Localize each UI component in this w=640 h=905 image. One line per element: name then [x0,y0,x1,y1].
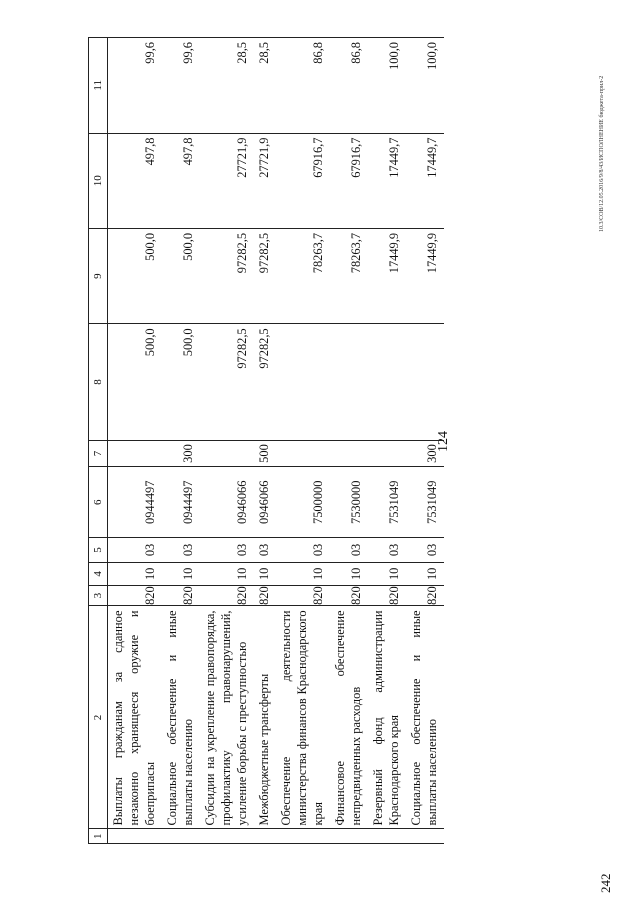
ministry-code-cell: 820 [330,585,368,606]
amount-cell [276,324,330,440]
amount-cell: 67916,7 [276,133,330,228]
table-header [89,38,108,844]
amount-cell: 97282,5 [200,324,254,440]
column-header: 6 [89,467,108,538]
ministry-code-cell: 820 [108,585,163,606]
percent-cell: 99,6 [108,38,163,134]
section-code-cell: 10 [162,562,200,585]
subsection-code-cell: 03 [108,538,163,563]
amount-cell: 97282,5 [254,228,276,323]
ministry-code-cell: 820 [200,585,254,606]
ministry-code-cell: 820 [254,585,276,606]
column-header: 5 [89,538,108,563]
budget-table-container [88,37,558,844]
amount-cell: 500,0 [162,228,200,323]
amount-cell: 97282,5 [200,228,254,323]
subsection-code-cell: 03 [200,538,254,563]
footer-file-path: 10.3/СОВ/12.05.2016/9/8/43/ИСПОЛНЕНИЕ бюджета-прил-2 [599,75,605,232]
section-code-cell: 10 [108,562,163,585]
expense-type-cell [330,440,368,467]
column-header: 8 [89,324,108,440]
column-header: 10 [89,133,108,228]
target-article-cell: 7531049 [368,467,406,538]
subsection-code-cell: 03 [162,538,200,563]
amount-cell: 97282,5 [254,324,276,440]
target-article-cell: 7500000 [276,467,330,538]
table-row [200,38,254,844]
target-article-cell: 0946066 [254,467,276,538]
expense-name-cell: Выплаты гражданам за сданное незаконно хранящееся оружие и боеприпасы [108,606,163,829]
column-header: 11 [89,38,108,134]
expense-name-cell: Финансовое обеспечение непредвиденных расходов [330,606,368,829]
amount-cell: 78263,7 [330,228,368,323]
section-code-cell: 10 [406,562,444,585]
row-number-cell [162,829,200,844]
amount-cell: 27721,9 [200,133,254,228]
amount-cell: 67916,7 [330,133,368,228]
target-article-cell: 7531049 [406,467,444,538]
section-code-cell: 10 [200,562,254,585]
amount-cell: 500,0 [162,324,200,440]
table-row [108,38,163,844]
expense-name-cell: Социальное обеспечение и иные выплаты населению [406,606,444,829]
page-number-top: 124 [436,431,451,452]
subsection-code-cell: 03 [406,538,444,563]
column-header: 1 [89,829,108,844]
amount-cell: 27721,9 [254,133,276,228]
section-code-cell: 10 [276,562,330,585]
column-header: 2 [89,606,108,829]
row-number-cell [330,829,368,844]
budget-table [88,37,444,844]
amount-cell: 500,0 [108,324,163,440]
column-header: 4 [89,562,108,585]
expense-name-cell: Социальное обеспечение и иные выплаты населению [162,606,200,829]
section-code-cell: 10 [254,562,276,585]
percent-cell: 99,6 [162,38,200,134]
column-header: 3 [89,585,108,606]
expense-name-cell: Обеспечение деятельности министерства финансов Краснодарского края [276,606,330,829]
expense-type-cell: 300 [162,440,200,467]
target-article-cell: 0944497 [162,467,200,538]
ministry-code-cell: 820 [368,585,406,606]
percent-cell: 28,5 [254,38,276,134]
percent-cell: 86,8 [276,38,330,134]
table-row [330,38,368,844]
table-row [406,38,444,844]
table-row [254,38,276,844]
percent-cell: 100,0 [406,38,444,134]
expense-type-cell [276,440,330,467]
amount-cell: 17449,7 [406,133,444,228]
amount-cell [406,324,444,440]
subsection-code-cell: 03 [254,538,276,563]
target-article-cell: 0944497 [108,467,163,538]
table-row [276,38,330,844]
section-code-cell: 10 [330,562,368,585]
row-number-cell [108,829,163,844]
column-header: 9 [89,228,108,323]
ministry-code-cell: 820 [406,585,444,606]
target-article-cell: 0946066 [200,467,254,538]
ministry-code-cell: 820 [162,585,200,606]
row-number-cell [406,829,444,844]
header-row [89,38,108,844]
subsection-code-cell: 03 [276,538,330,563]
expense-type-cell: 500 [254,440,276,467]
expense-type-cell [200,440,254,467]
subsection-code-cell: 03 [330,538,368,563]
row-number-cell [200,829,254,844]
row-number-cell [368,829,406,844]
amount-cell: 497,8 [162,133,200,228]
expense-name-cell: Субсидии на укрепление правопорядка, профилактику правонарушений, усиление борьбы с преступностью [200,606,254,829]
column-header: 7 [89,440,108,467]
table-row [162,38,200,844]
expense-name-cell: Межбюджетные трансферты [254,606,276,829]
section-code-cell: 10 [368,562,406,585]
ministry-code-cell: 820 [276,585,330,606]
amount-cell: 17449,9 [368,228,406,323]
expense-type-cell: 300 [406,440,444,467]
subsection-code-cell: 03 [368,538,406,563]
percent-cell: 100,0 [368,38,406,134]
expense-type-cell [368,440,406,467]
expense-type-cell [108,440,163,467]
table-body [108,38,445,844]
row-number-cell [276,829,330,844]
amount-cell: 17449,7 [368,133,406,228]
target-article-cell: 7530000 [330,467,368,538]
amount-cell: 17449,9 [406,228,444,323]
amount-cell [330,324,368,440]
amount-cell: 500,0 [108,228,163,323]
table-row [368,38,406,844]
percent-cell: 28,5 [200,38,254,134]
amount-cell: 78263,7 [276,228,330,323]
percent-cell: 86,8 [330,38,368,134]
amount-cell: 497,8 [108,133,163,228]
expense-name-cell: Резервный фонд администрации Краснодарского края [368,606,406,829]
row-number-cell [254,829,276,844]
amount-cell [368,324,406,440]
page-number-bottom: 242 [598,873,613,893]
